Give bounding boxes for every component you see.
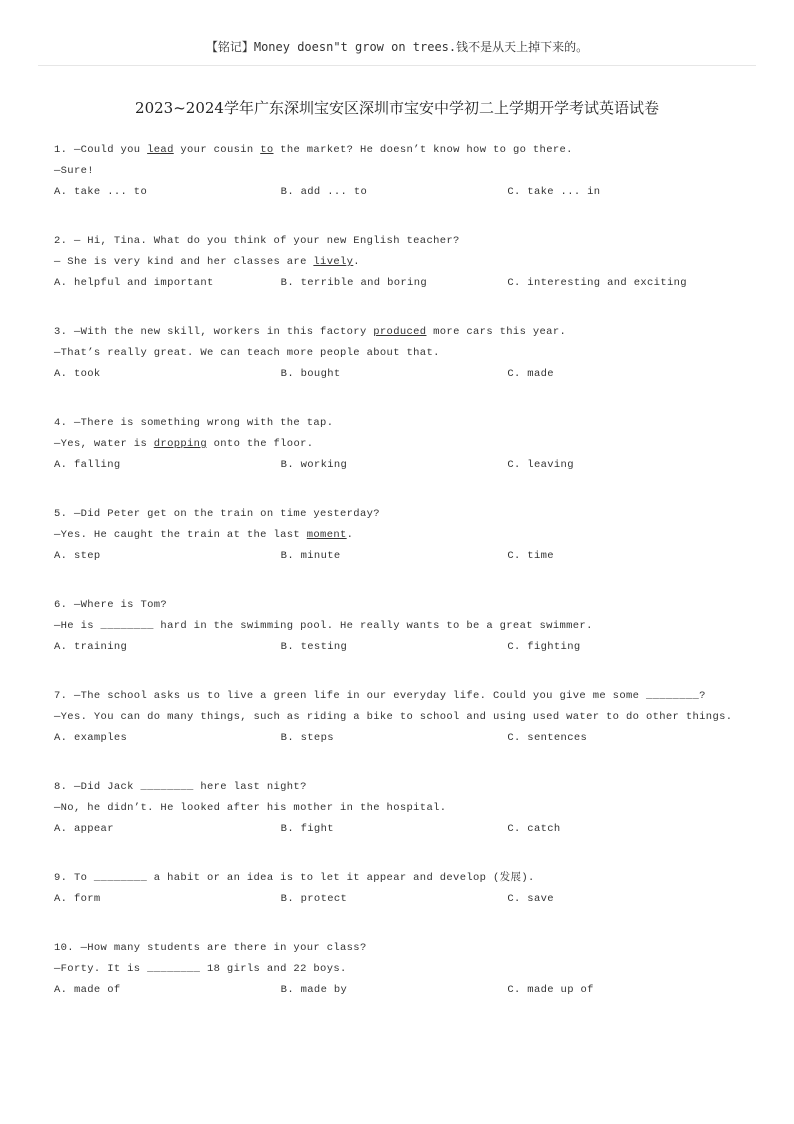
question-stem [54,140,734,161]
question-list [54,140,734,1029]
underlined-word: lead [147,144,174,156]
option-c: C. fighting [507,641,581,653]
question-dialogue-line [54,959,734,980]
question-stem [54,686,734,707]
answer-options [54,819,734,840]
question-dialogue-line [54,707,734,728]
option-c: C. take ... in [507,186,601,198]
text-segment: 9. To ________ a habit or an idea is to let it appear and develop (发展). [54,872,535,884]
option-a: A. falling [54,459,121,471]
text-segment: . [346,529,354,541]
question-2 [54,231,734,294]
text-segment: 10. —How many students are there in your class? [54,942,367,954]
text-segment: —Yes. You can do many things, such as riding a bike to school and using used water to do other things. [54,711,733,723]
underlined-word: dropping [153,438,207,450]
option-b: B. fight [280,823,334,835]
underlined-word: lively [313,256,354,268]
question-stem [54,595,734,616]
text-segment: —Yes, water is [54,438,154,450]
answer-options [54,364,734,385]
option-c: C. leaving [507,459,574,471]
option-a: A. take ... to [54,186,148,198]
question-10 [54,938,734,1001]
text-segment: 6. —Where is Tom? [54,599,168,611]
page-header-motto: 【铭记】Money doesn"t grow on trees.钱不是从天上掉下来的。 [205,40,589,54]
question-dialogue-line [54,798,734,819]
option-a: A. step [54,550,101,562]
question-4 [54,413,734,476]
question-dialogue-line [54,434,734,455]
option-b: B. minute [280,550,341,562]
option-c: C. catch [507,823,561,835]
option-a: A. helpful and important [54,277,214,289]
text-segment: 1. —Could you [54,144,148,156]
option-b: B. terrible and boring [280,277,427,289]
option-a: A. took [54,368,101,380]
option-c: C. save [507,893,554,905]
text-segment: — She is very kind and her classes are [54,256,314,268]
option-b: B. working [280,459,348,471]
question-9 [54,868,734,910]
question-stem [54,868,734,889]
underlined-word: to [260,144,274,156]
text-segment: 3. —With the new skill, workers in this factory [54,326,374,338]
question-1 [54,140,734,203]
page-title: 2023~2024学年广东深圳宝安区深圳市宝安中学初二上学期开学考试英语试卷 [135,99,659,117]
question-7 [54,686,734,749]
option-b: B. made by [280,984,348,996]
option-c: C. made up of [507,984,594,996]
answer-options [54,182,734,203]
answer-options [54,637,734,658]
question-stem [54,322,734,343]
answer-options [54,889,734,910]
text-segment: 8. —Did Jack ________ here last night? [54,781,307,793]
question-dialogue-line [54,252,734,273]
header-divider [38,65,756,66]
text-segment: . [353,256,360,268]
option-c: C. sentences [507,732,588,744]
text-segment: —No, he didn’t. He looked after his mother in the hospital. [54,802,447,814]
question-dialogue-line [54,343,734,364]
question-stem [54,504,734,525]
option-b: B. add ... to [280,186,368,198]
text-segment: —That’s really great. We can teach more people about that. [54,347,440,359]
underlined-word: produced [373,326,427,338]
answer-options [54,980,734,1001]
text-segment: 2. — Hi, Tina. What do you think of your new English teacher? [54,235,460,247]
answer-options [54,455,734,476]
option-b: B. protect [280,893,348,905]
answer-options [54,728,734,749]
option-a: A. training [54,641,128,653]
text-segment: 4. —There is something wrong with the tap. [54,417,334,429]
text-segment: 5. —Did Peter get on the train on time yesterday? [54,508,380,520]
answer-options [54,546,734,567]
question-stem [54,413,734,434]
underlined-word: moment [306,529,347,541]
text-segment: your cousin [173,144,261,156]
text-segment: 7. —The school asks us to live a green life in our everyday life. Could you give me some ________? [54,690,706,702]
text-segment: —He is ________ hard in the swimming pool. He really wants to be a great swimmer. [54,620,593,632]
question-3 [54,322,734,385]
option-a: A. form [54,893,101,905]
text-segment: —Sure! [54,165,94,177]
option-b: B. steps [280,732,334,744]
question-dialogue-line [54,161,734,182]
text-segment: —Forty. It is ________ 18 girls and 22 boys. [54,963,347,975]
question-stem [54,231,734,252]
text-segment: —Yes. He caught the train at the last [54,529,307,541]
option-a: A. examples [54,732,128,744]
option-c: C. interesting and exciting [507,277,687,289]
text-segment: more cars this year. [426,326,567,338]
text-segment: onto the floor. [206,438,314,450]
option-a: A. appear [54,823,114,835]
question-8 [54,777,734,840]
question-stem [54,938,734,959]
option-c: C. time [507,550,554,562]
option-a: A. made of [54,984,121,996]
text-segment: the market? He doesn’t know how to go there. [273,144,573,156]
answer-options [54,273,734,294]
question-stem [54,777,734,798]
question-dialogue-line [54,525,734,546]
option-c: C. made [507,368,554,380]
option-b: B. testing [280,641,348,653]
question-6 [54,595,734,658]
question-5 [54,504,734,567]
option-b: B. bought [280,368,341,380]
question-dialogue-line [54,616,734,637]
